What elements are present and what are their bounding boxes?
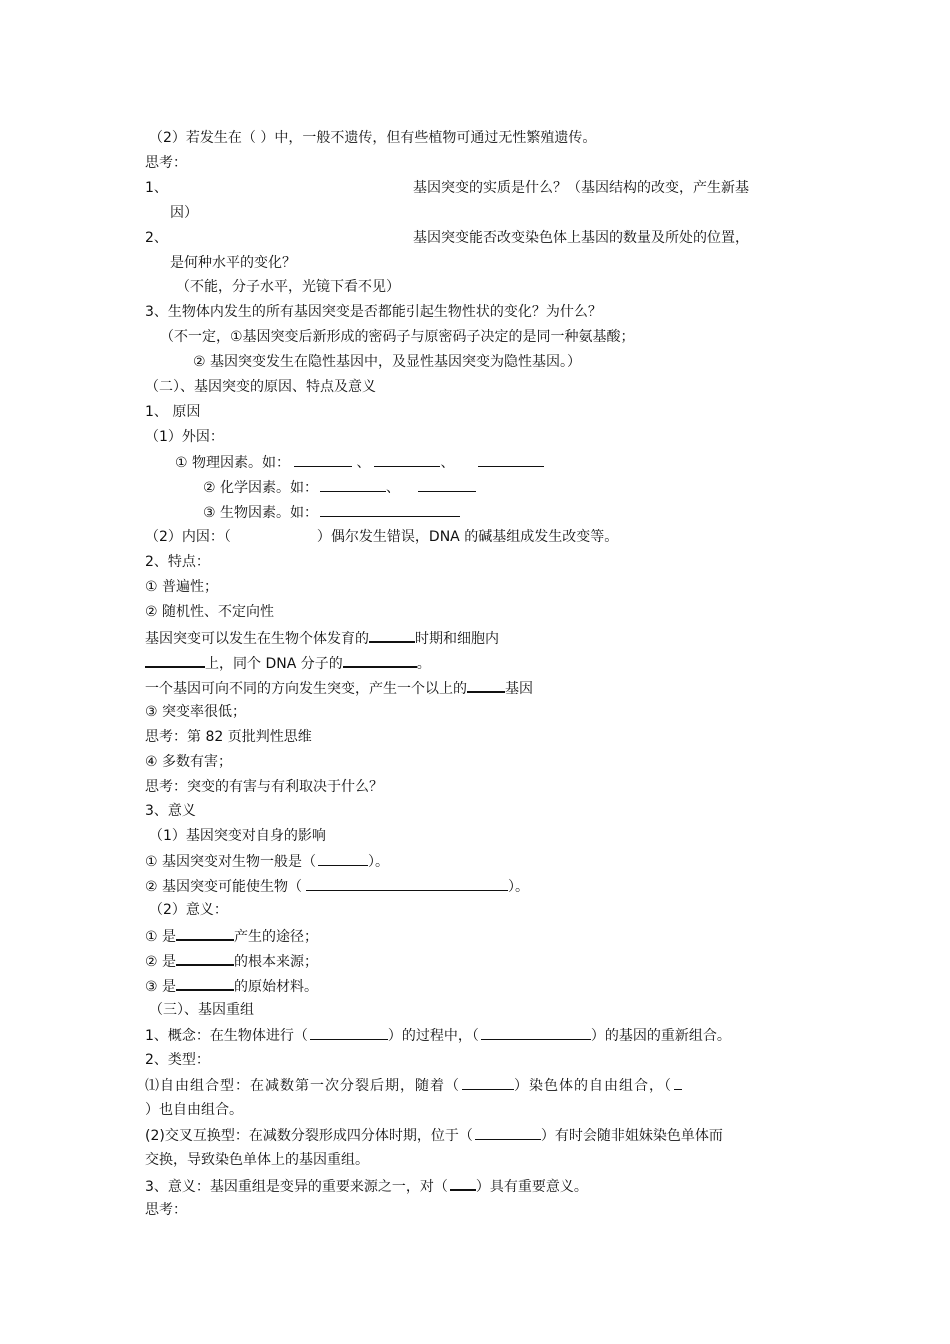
text-line: 基因突变能否改变染色体上基因的数量及所处的位置， [413, 230, 749, 246]
text-line: 思考： [145, 155, 187, 171]
text-line: 2、类型： [145, 1052, 210, 1068]
text-separator: 、 [386, 480, 401, 496]
text-label: ① 是 [145, 929, 177, 945]
text-label: ① 基因突变对生物一般是（ [145, 854, 317, 870]
text-label: 的根本来源； [234, 954, 319, 970]
text-line [145, 1176, 588, 1196]
text-line: （2）若发生在（ ）中，一般不遗传，但有些植物可通过无性繁殖遗传。 [149, 130, 597, 146]
text-label: ）的基因的重新组合。 [590, 1028, 731, 1044]
text-line: 1、 原因 [145, 404, 201, 420]
fill-blank[interactable] [462, 1076, 514, 1090]
fill-blank[interactable] [481, 1026, 591, 1040]
question-number: 2、 [145, 230, 168, 246]
fill-blank[interactable] [145, 653, 205, 668]
fill-blank[interactable] [374, 453, 440, 467]
fill-blank[interactable] [674, 1076, 682, 1090]
text-label: 的原始材料。 [234, 979, 319, 995]
text-label: ② 是 [145, 954, 177, 970]
text-label: ）偶尔发生错误，DNA 的碱基组成发生改变等。 [316, 529, 619, 545]
text-label: ）。 [508, 879, 530, 895]
fill-blank[interactable] [176, 926, 234, 941]
text-line [145, 653, 431, 673]
fill-blank[interactable] [418, 478, 476, 492]
text-label: 3、意义：基因重组是变异的重要来源之一，对（ [145, 1179, 448, 1195]
fill-blank[interactable] [450, 1176, 476, 1191]
fill-blank[interactable] [478, 453, 544, 467]
text-line [145, 1026, 731, 1045]
fill-blank[interactable] [310, 1026, 388, 1040]
text-label: 上，同个 DNA 分子的 [205, 656, 343, 672]
text-line [145, 852, 389, 871]
text-line [145, 628, 499, 648]
text-line: （不能，分子水平，光镜下看不见） [176, 279, 400, 295]
text-label: 时期和细胞内 [415, 631, 499, 647]
text-line: 是何种水平的变化？ [170, 255, 296, 271]
text-label: ）的过程中，（ [387, 1028, 479, 1044]
text-line [203, 503, 460, 522]
text-label: ② 基因突变可能使生物（ [145, 879, 303, 895]
text-line: ）也自由组合。 [145, 1102, 243, 1118]
fill-blank[interactable] [176, 951, 234, 966]
text-line [145, 678, 533, 698]
text-line [145, 1126, 723, 1145]
text-line [203, 478, 476, 497]
text-label: 。 [416, 656, 431, 672]
text-line: ② 基因突变发生在隐性基因中，及显性基因突变为隐性基因。） [193, 354, 581, 370]
text-line: ① 普遍性； [145, 579, 219, 595]
text-line: 思考：第 82 页批判性思维 [145, 729, 312, 745]
fill-blank[interactable] [318, 852, 368, 866]
text-line: 3、意义 [145, 803, 196, 819]
text-label: （2）内因：（ [145, 529, 231, 545]
text-line [145, 926, 318, 946]
text-line [145, 528, 618, 546]
fill-blank[interactable] [475, 1126, 541, 1140]
text-label: ）具有重要意义。 [475, 1179, 588, 1195]
text-separator: 、 [440, 455, 455, 471]
text-line [145, 1076, 682, 1095]
text-line: 基因突变的实质是什么？（基因结构的改变，产生新基 [413, 180, 749, 196]
text-label: ③ 生物因素。如： [203, 505, 319, 521]
text-line: ② 随机性、不定向性 [145, 604, 275, 620]
text-label: ③ 是 [145, 979, 177, 995]
text-label: ）染色体的自由组合，（ [514, 1078, 672, 1094]
text-label: (2)交叉互换型：在减数分裂形成四分体时期，位于（ [145, 1128, 473, 1144]
text-label: ② 化学因素。如： [203, 480, 319, 496]
text-label: 基因突变可以发生在生物个体发育的 [145, 631, 369, 647]
fill-blank[interactable] [320, 503, 460, 517]
section-heading: （三）、基因重组 [149, 1002, 254, 1018]
text-line: 因） [170, 205, 198, 221]
text-line: 思考： [145, 1202, 187, 1218]
text-line: （1）外因： [145, 429, 224, 445]
text-label: 一个基因可向不同的方向发生突变，产生一个以上的 [145, 681, 467, 697]
text-line: ③ 突变率很低； [145, 704, 247, 720]
section-heading: （二）、基因突变的原因、特点及意义 [145, 379, 376, 395]
fill-blank[interactable] [343, 653, 417, 668]
text-separator: 、 [356, 455, 371, 471]
text-line: （1）基因突变对自身的影响 [149, 828, 326, 844]
fill-blank[interactable] [294, 453, 352, 467]
text-label: 1、概念：在生物体进行（ [145, 1028, 308, 1044]
text-line: （不一定，①基因突变后新形成的密码子与原密码子决定的是同一种氨基酸； [160, 329, 635, 345]
fill-blank[interactable] [320, 478, 386, 492]
text-line: 3、生物体内发生的所有基因突变是否都能引起生物性状的变化？为什么？ [145, 304, 602, 320]
text-label: ⑴自由组合型：在减数第一次分裂后期，随着（ [145, 1078, 460, 1094]
text-line: （2）意义： [149, 902, 228, 918]
text-line [175, 453, 544, 472]
text-label: ）有时会随非姐妹染色单体而 [540, 1128, 723, 1144]
text-label: ）。 [368, 854, 390, 870]
fill-blank[interactable] [306, 877, 508, 891]
fill-blank[interactable] [369, 628, 415, 643]
text-line [145, 951, 318, 971]
text-line [145, 976, 318, 996]
text-label: 产生的途径； [234, 929, 319, 945]
text-line [145, 877, 529, 896]
text-line: 思考：突变的有害与有利取决于什么？ [145, 779, 383, 795]
text-line: 交换，导致染色单体上的基因重组。 [145, 1152, 369, 1168]
text-label: ① 物理因素。如： [175, 455, 291, 471]
text-line: ④ 多数有害； [145, 754, 233, 770]
text-label: 基因 [505, 681, 533, 697]
fill-blank[interactable] [467, 678, 505, 693]
question-number: 1、 [145, 180, 168, 196]
fill-blank[interactable] [176, 976, 234, 991]
text-line: 2、特点： [145, 554, 210, 570]
